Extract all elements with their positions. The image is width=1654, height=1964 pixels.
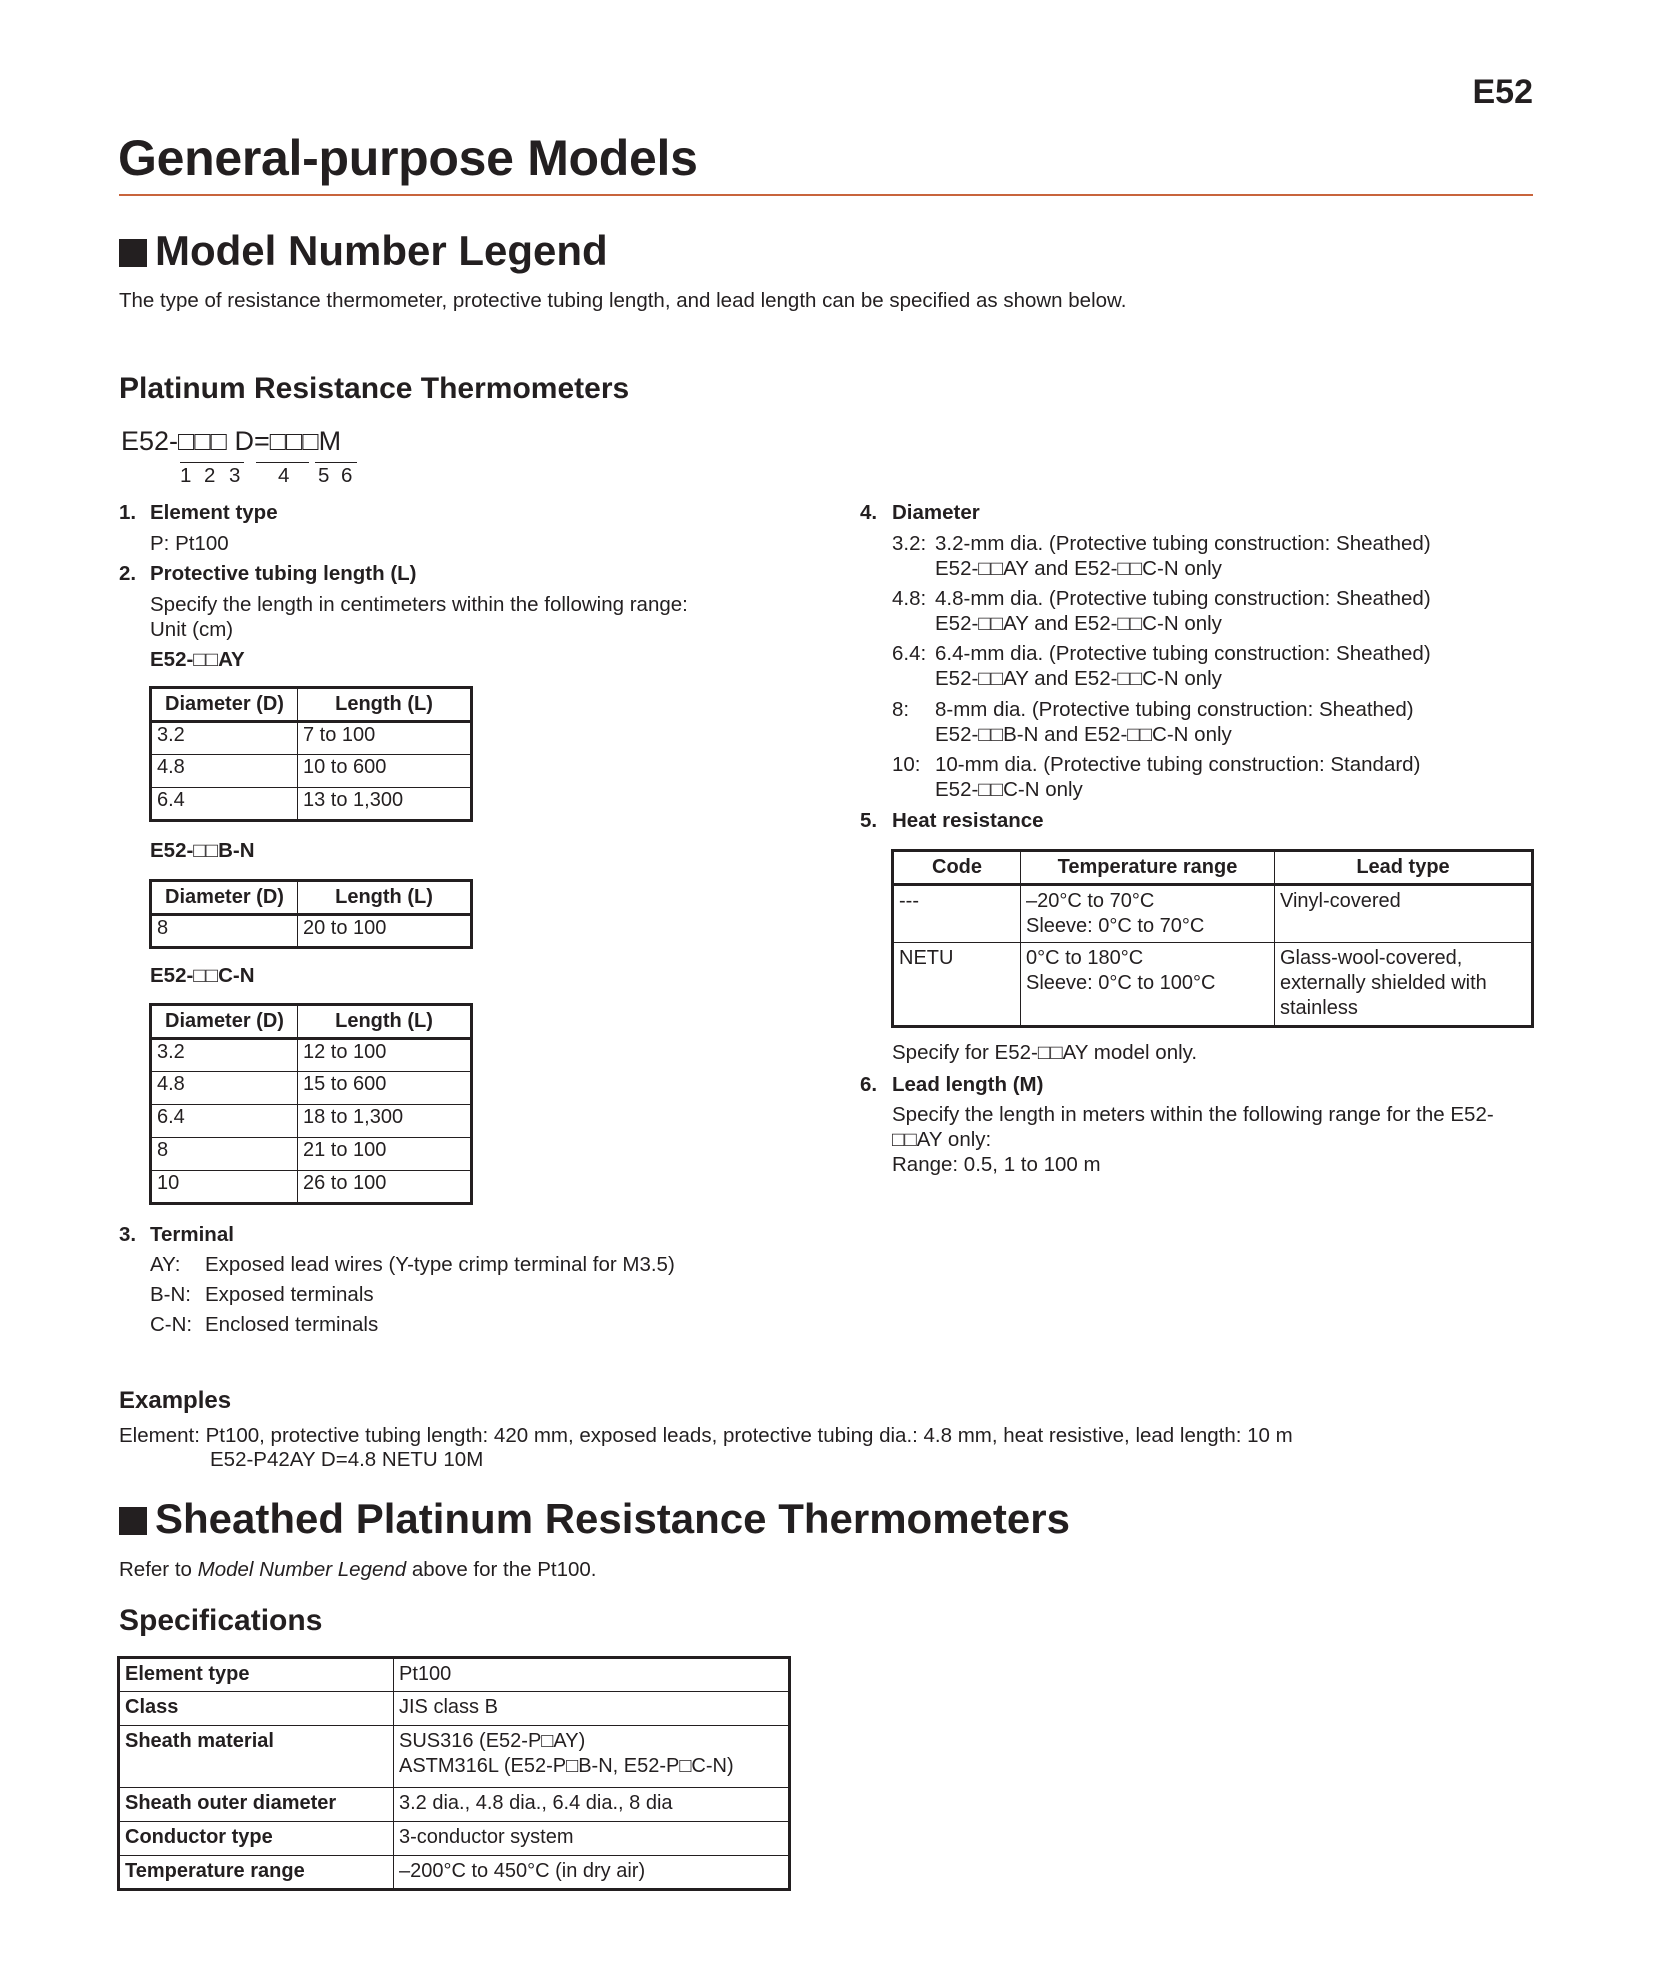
temp: –20°C to 70°C — [1026, 890, 1155, 912]
spec-label: Sheath outer diameter — [119, 1788, 394, 1822]
dia-note: E52-□□B-N and E52-□□C-N only — [935, 723, 1232, 746]
specifications-title: Specifications — [119, 1604, 323, 1637]
col-header: Length (L) — [298, 688, 472, 722]
dia-desc: 10-mm dia. (Protective tubing construction: Standard) — [935, 753, 1421, 776]
page-title: General-purpose Models — [118, 130, 698, 186]
table-row — [119, 1692, 790, 1726]
cell: 26 to 100 — [298, 1171, 472, 1204]
cell: 4.8 — [151, 755, 298, 788]
item-number: 6. — [860, 1073, 878, 1096]
title-divider — [119, 194, 1533, 196]
spec-label: Temperature range — [119, 1856, 394, 1890]
table-label: E52-□□B-N — [150, 839, 255, 862]
dia-code: 6.4: — [892, 642, 927, 665]
terminal-code: AY: — [150, 1253, 181, 1276]
dia-code: 8: — [892, 698, 910, 721]
table-row — [119, 1822, 790, 1856]
item-number: 2. — [119, 562, 137, 585]
example-text: Element: Pt100, protective tubing length: 420 mm, exposed leads, protective tubing dia.: 4.8 mm, heat resistive, lead length: 10 m — [119, 1424, 1293, 1447]
page-code: E52 — [1472, 73, 1533, 111]
length-table-bn — [149, 879, 473, 949]
cell: 21 to 100 — [298, 1138, 472, 1171]
cell: 4.8 — [151, 1072, 298, 1105]
cell: 10 to 600 — [298, 755, 472, 788]
table-row — [151, 755, 472, 788]
temp: 0°C to 180°C — [1026, 947, 1144, 969]
table-row — [119, 1856, 790, 1890]
item-title: Diameter — [892, 501, 980, 524]
spec-label: Conductor type — [119, 1822, 394, 1856]
terminal-desc: Enclosed terminals — [205, 1313, 379, 1336]
heat-resistance-table — [891, 849, 1534, 1028]
terminal-desc: Exposed terminals — [205, 1283, 374, 1306]
subheading: Platinum Resistance Thermometers — [119, 372, 630, 405]
col-header: Diameter (D) — [151, 881, 298, 915]
dia-desc: 4.8-mm dia. (Protective tubing construction: Sheathed) — [935, 587, 1431, 610]
spec-value: –200°C to 450°C (in dry air) — [394, 1856, 790, 1890]
cell: 15 to 600 — [298, 1072, 472, 1105]
cell: 13 to 1,300 — [298, 788, 472, 821]
intro-text: The type of resistance thermometer, protective tubing length, and lead length can be specified as shown below. — [119, 289, 1127, 312]
refer-text — [119, 1557, 597, 1582]
pos: 5 — [318, 464, 330, 487]
table-row — [151, 1138, 472, 1171]
length-table-cn — [149, 1003, 473, 1205]
cell: Glass-wool-covered, externally shielded with stainless — [1275, 943, 1533, 1027]
col-header: Lead type — [1275, 851, 1533, 885]
section-heading-sheathed — [119, 1494, 1070, 1544]
cell: NETU — [893, 943, 1021, 1027]
item-number: 1. — [119, 501, 137, 524]
dia-code: 10: — [892, 753, 921, 776]
pos: 4 — [278, 464, 290, 487]
pos: 6 — [341, 464, 353, 487]
table-row — [151, 1171, 472, 1204]
item-text: Specify the length in centimeters within the following range: — [150, 593, 688, 616]
model-code: E52-□□□ D=□□□M — [121, 426, 342, 456]
cell: 6.4 — [151, 1105, 298, 1138]
item-title: Element type — [150, 501, 278, 524]
spec-value: 3.2 dia., 4.8 dia., 6.4 dia., 8 dia — [394, 1788, 790, 1822]
table-row — [151, 788, 472, 821]
col-header: Diameter (D) — [151, 688, 298, 722]
item-number: 5. — [860, 809, 878, 832]
section-heading-legend — [119, 226, 608, 276]
text: above for the Pt100. — [406, 1558, 597, 1581]
value-line: ASTM316L (E52-P□B-N, E52-P□C-N) — [399, 1755, 734, 1777]
heat-note: Specify for E52-□□AY model only. — [892, 1041, 1198, 1064]
dia-desc: 6.4-mm dia. (Protective tubing construction: Sheathed) — [935, 642, 1431, 665]
item-text: Specify the length in meters within the following range for the E52- — [892, 1103, 1494, 1126]
value-line: SUS316 (E52-P□AY) — [399, 1730, 586, 1752]
specifications-table — [117, 1656, 791, 1891]
spec-value: JIS class B — [394, 1692, 790, 1726]
sleeve-temp: Sleeve: 0°C to 100°C — [1026, 972, 1216, 994]
item-text: P: Pt100 — [150, 532, 229, 555]
text-emphasis: Model Number Legend — [197, 1558, 407, 1581]
cell: 18 to 1,300 — [298, 1105, 472, 1138]
dia-note: E52-□□AY and E52-□□C-N only — [935, 557, 1222, 580]
item-title: Protective tubing length (L) — [150, 562, 417, 585]
item-title: Lead length (M) — [892, 1073, 1044, 1096]
cell: 12 to 100 — [298, 1039, 472, 1072]
dia-code: 4.8: — [892, 587, 927, 610]
table-row — [151, 1072, 472, 1105]
spec-value: 3-conductor system — [394, 1822, 790, 1856]
dia-desc: 3.2-mm dia. (Protective tubing construction: Sheathed) — [935, 532, 1431, 555]
heading-text: Model Number Legend — [155, 227, 608, 274]
terminal-code: B-N: — [150, 1283, 191, 1306]
table-row — [151, 915, 472, 948]
spec-label: Element type — [119, 1658, 394, 1692]
table-label: E52-□□C-N — [150, 964, 255, 987]
length-table-ay — [149, 686, 473, 822]
col-header: Code — [893, 851, 1021, 885]
item-text: □□AY only: — [892, 1128, 992, 1151]
text: Refer to — [119, 1558, 198, 1581]
cell: --- — [893, 885, 1021, 943]
spec-label: Sheath material — [119, 1726, 394, 1788]
pos: 1 — [180, 464, 192, 487]
dia-note: E52-□□AY and E52-□□C-N only — [935, 612, 1222, 635]
table-row — [893, 885, 1533, 943]
table-row — [119, 1658, 790, 1692]
cell: 6.4 — [151, 788, 298, 821]
dia-code: 3.2: — [892, 532, 927, 555]
col-header: Length (L) — [298, 1005, 472, 1039]
cell: 8 — [151, 1138, 298, 1171]
table-label: E52-□□AY — [150, 648, 245, 671]
item-number: 3. — [119, 1223, 137, 1246]
cell: 20 to 100 — [298, 915, 472, 948]
item-text: Range: 0.5, 1 to 100 m — [892, 1153, 1101, 1176]
item-number: 4. — [860, 501, 878, 524]
terminal-code: C-N: — [150, 1313, 193, 1336]
spec-label: Class — [119, 1692, 394, 1726]
cell: 10 — [151, 1171, 298, 1204]
table-row — [151, 722, 472, 755]
col-header: Temperature range — [1021, 851, 1275, 885]
spec-value — [394, 1726, 790, 1788]
item-text: Unit (cm) — [150, 618, 234, 641]
cell: 8 — [151, 915, 298, 948]
examples-title: Examples — [119, 1387, 232, 1414]
pos: 3 — [229, 464, 241, 487]
dia-note: E52-□□C-N only — [935, 778, 1083, 801]
dia-note: E52-□□AY and E52-□□C-N only — [935, 667, 1222, 690]
col-header: Length (L) — [298, 881, 472, 915]
cell: 3.2 — [151, 722, 298, 755]
col-header: Diameter (D) — [151, 1005, 298, 1039]
pos: 2 — [204, 464, 216, 487]
table-row — [119, 1788, 790, 1822]
table-row — [893, 943, 1533, 1027]
example-code: E52-P42AY D=4.8 NETU 10M — [210, 1448, 484, 1471]
table-row — [151, 1039, 472, 1072]
heading-text: Sheathed Platinum Resistance Thermometers — [155, 1495, 1070, 1542]
cell: 3.2 — [151, 1039, 298, 1072]
sleeve-temp: Sleeve: 0°C to 70°C — [1026, 915, 1205, 937]
dia-desc: 8-mm dia. (Protective tubing construction: Sheathed) — [935, 698, 1414, 721]
cell — [1021, 943, 1275, 1027]
terminal-desc: Exposed lead wires (Y-type crimp terminal for M3.5) — [205, 1253, 675, 1276]
table-row — [151, 1105, 472, 1138]
cell: Vinyl-covered — [1275, 885, 1533, 943]
square-bullet-icon — [119, 1507, 147, 1535]
cell — [1021, 885, 1275, 943]
item-title: Heat resistance — [892, 809, 1044, 832]
table-row — [119, 1726, 790, 1788]
spec-value: Pt100 — [394, 1658, 790, 1692]
cell: 7 to 100 — [298, 722, 472, 755]
square-bullet-icon — [119, 239, 147, 267]
item-title: Terminal — [150, 1223, 234, 1246]
